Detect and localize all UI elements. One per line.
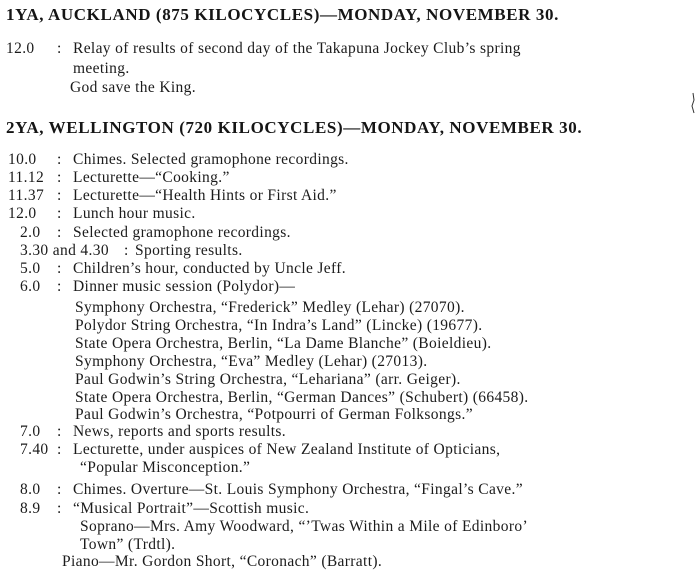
dinner-item: State Opera Orchestra, Berlin, “La Dame Blanche” (Boieldieu). (75, 335, 492, 352)
entry-colon: : (57, 500, 62, 517)
entry-text: Sporting results. (135, 242, 243, 259)
entry-colon: : (124, 242, 129, 259)
entry-text: Chimes. Selected gramophone recordings. (73, 151, 349, 168)
entry-text: Children’s hour, conducted by Uncle Jeff. (73, 260, 347, 277)
closing-line: God save the King. (70, 79, 196, 96)
entry-text-continued: “Popular Misconception.” (80, 459, 251, 476)
entry-colon: : (57, 481, 62, 498)
section-heading-wellington: 2YA, WELLINGTON (720 KILOCYCLES)—MONDAY, NOVEMBER 30. (6, 118, 583, 137)
entry-text: Lunch hour music. (73, 205, 196, 222)
entry-text: Lecturette—“Cooking.” (73, 169, 230, 186)
entry-time: 8.0 (20, 481, 41, 498)
entry-colon: : (57, 224, 62, 241)
entry-colon: : (57, 169, 62, 186)
entry-colon: : (57, 441, 62, 458)
entry-colon: : (57, 423, 62, 440)
dinner-item: Polydor String Orchestra, “In Indra’s Land” (Lincke) (19677). (75, 317, 483, 334)
dinner-item: Paul Godwin’s Orchestra, “Potpourri of German Folksongs.” (75, 406, 473, 423)
entry-colon: : (57, 278, 62, 295)
entry-text: “Musical Portrait”—Scottish music. (73, 500, 310, 517)
entry-text: Lecturette, under auspices of New Zealand Institute of Opticians, (73, 441, 501, 458)
entry-time: 5.0 (20, 260, 41, 277)
piano-line: Piano—Mr. Gordon Short, “Coronach” (Barratt). (62, 553, 383, 570)
entry-time: 2.0 (20, 224, 41, 241)
section-heading-auckland: 1YA, AUCKLAND (875 KILOCYCLES)—MONDAY, NOVEMBER 30. (6, 5, 559, 24)
entry-text: Dinner music session (Polydor)— (73, 278, 296, 295)
dinner-item: Symphony Orchestra, “Frederick” Medley (Lehar) (27070). (75, 299, 465, 316)
entry-colon: : (57, 187, 62, 204)
entry-colon: : (57, 205, 62, 222)
dinner-item: State Opera Orchestra, Berlin, “German Dances” (Schubert) (66458). (75, 389, 529, 406)
entry-time: 11.37 (8, 187, 45, 204)
entry-time: 12.0 (6, 40, 35, 57)
entry-text: News, reports and sports results. (73, 423, 287, 440)
entry-time: 10.0 (8, 151, 37, 168)
entry-colon: : (57, 151, 62, 168)
entry-time: 6.0 (20, 278, 41, 295)
entry-text: Chimes. Overture—St. Louis Symphony Orchestra, “Fingal’s Cave.” (73, 481, 523, 498)
entry-time: 11.12 (8, 169, 45, 186)
soprano-line: Soprano—Mrs. Amy Woodward, “’Twas Within a Mile of Edinboro’ (80, 518, 528, 535)
entry-colon: : (57, 260, 62, 277)
margin-mark (690, 92, 696, 114)
dinner-item: Paul Godwin’s String Orchestra, “Lehariana” (arr. Geiger). (75, 371, 461, 388)
entry-text: Selected gramophone recordings. (73, 224, 291, 241)
entry-time: 3.30 and 4.30 (20, 242, 109, 259)
entry-time: 8.9 (20, 500, 41, 517)
entry-time: 12.0 (8, 205, 37, 222)
entry-colon: : (57, 40, 62, 57)
entry-text-continued: meeting. (73, 60, 130, 77)
soprano-line-continued: Town” (Trdtl). (80, 536, 176, 553)
dinner-item: Symphony Orchestra, “Eva” Medley (Lehar) (27013). (75, 353, 428, 370)
entry-text: Lecturette—“Health Hints or First Aid.” (73, 187, 337, 204)
entry-time: 7.0 (20, 423, 41, 440)
entry-time: 7.40 (20, 441, 49, 458)
entry-text: Relay of results of second day of the Takapuna Jockey Club’s spring (73, 40, 521, 57)
